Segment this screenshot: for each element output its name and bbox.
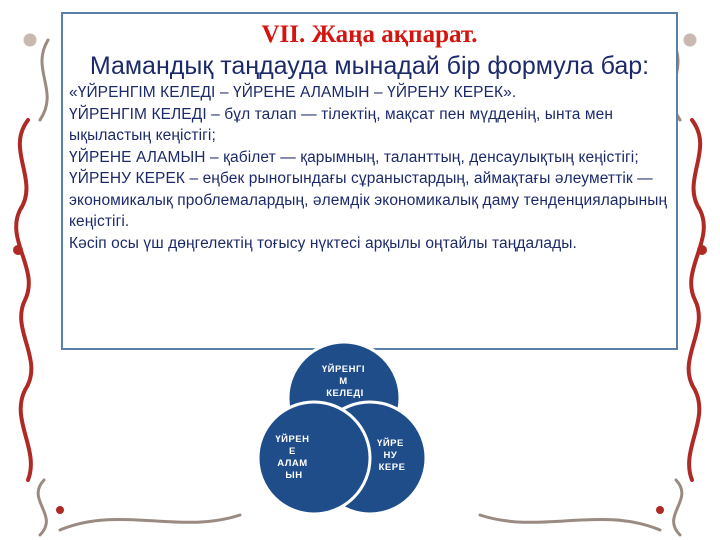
venn-right-label-3: КЕРЕ [378,462,406,473]
venn-diagram [252,340,452,540]
venn-right-label-2: НУ [383,450,398,461]
ornament-dot [656,506,664,514]
formula-paragraph: «ҮЙРЕНГІМ КЕЛЕДІ – ҮЙРЕНЕ АЛАМЫН – ҮЙРЕНУ КЕРЕК». [69,84,517,101]
ornament-right-swirl [689,120,704,480]
content-box [61,12,678,350]
definition-paragraph-2: ҮЙРЕНЕ АЛАМЫН – қабілет — қарымның, таланттың, денсаулықтың кеңістігі; [69,148,639,166]
venn-left-label-2: Е [289,446,296,457]
definition-paragraph-3: ҮЙРЕНУ КЕРЕК – еңбек рыногындағы сұраныстардың, аймақтағы әлеуметтік — экономикалық проблемалардың, әлемдік экономикалық даму тенденцияларының кеңістігі. [69,170,668,230]
slide-title: VII. Жаңа ақпарат. [261,21,478,48]
ornament-dot [697,245,707,255]
venn-circle-left [258,402,370,514]
venn-top-label-1: ҮЙРЕНГІ [321,364,366,375]
venn-top-label-3: КЕЛЕДІ [326,388,364,399]
venn-top-label-2: М [339,376,348,387]
ornament-dot [13,245,23,255]
slide-subtitle: Мамандық таңдауда мынадай бір формула бар: [89,52,650,80]
ornament-left-swirl [16,120,31,480]
venn-left-label-3: АЛАМ [277,458,308,469]
ornament-dot [56,506,64,514]
venn-left-label-1: ҮЙРЕН [275,434,310,445]
ornament-left-grey [38,40,48,535]
conclusion-paragraph: Кәсіп осы үш дөңгелектің тоғысу нүктесі арқылы оңтайлы таңдалады. [69,234,577,252]
definition-paragraph-1: ҮЙРЕНГІМ КЕЛЕДІ – бұл талап — тілектің, мақсат пен мүдденің, ынта мен ықыластың кеңістігі; [69,105,613,144]
venn-left-label-4: ЫН [285,470,303,481]
venn-right-label-1: ҮЙРЕ [377,438,404,449]
